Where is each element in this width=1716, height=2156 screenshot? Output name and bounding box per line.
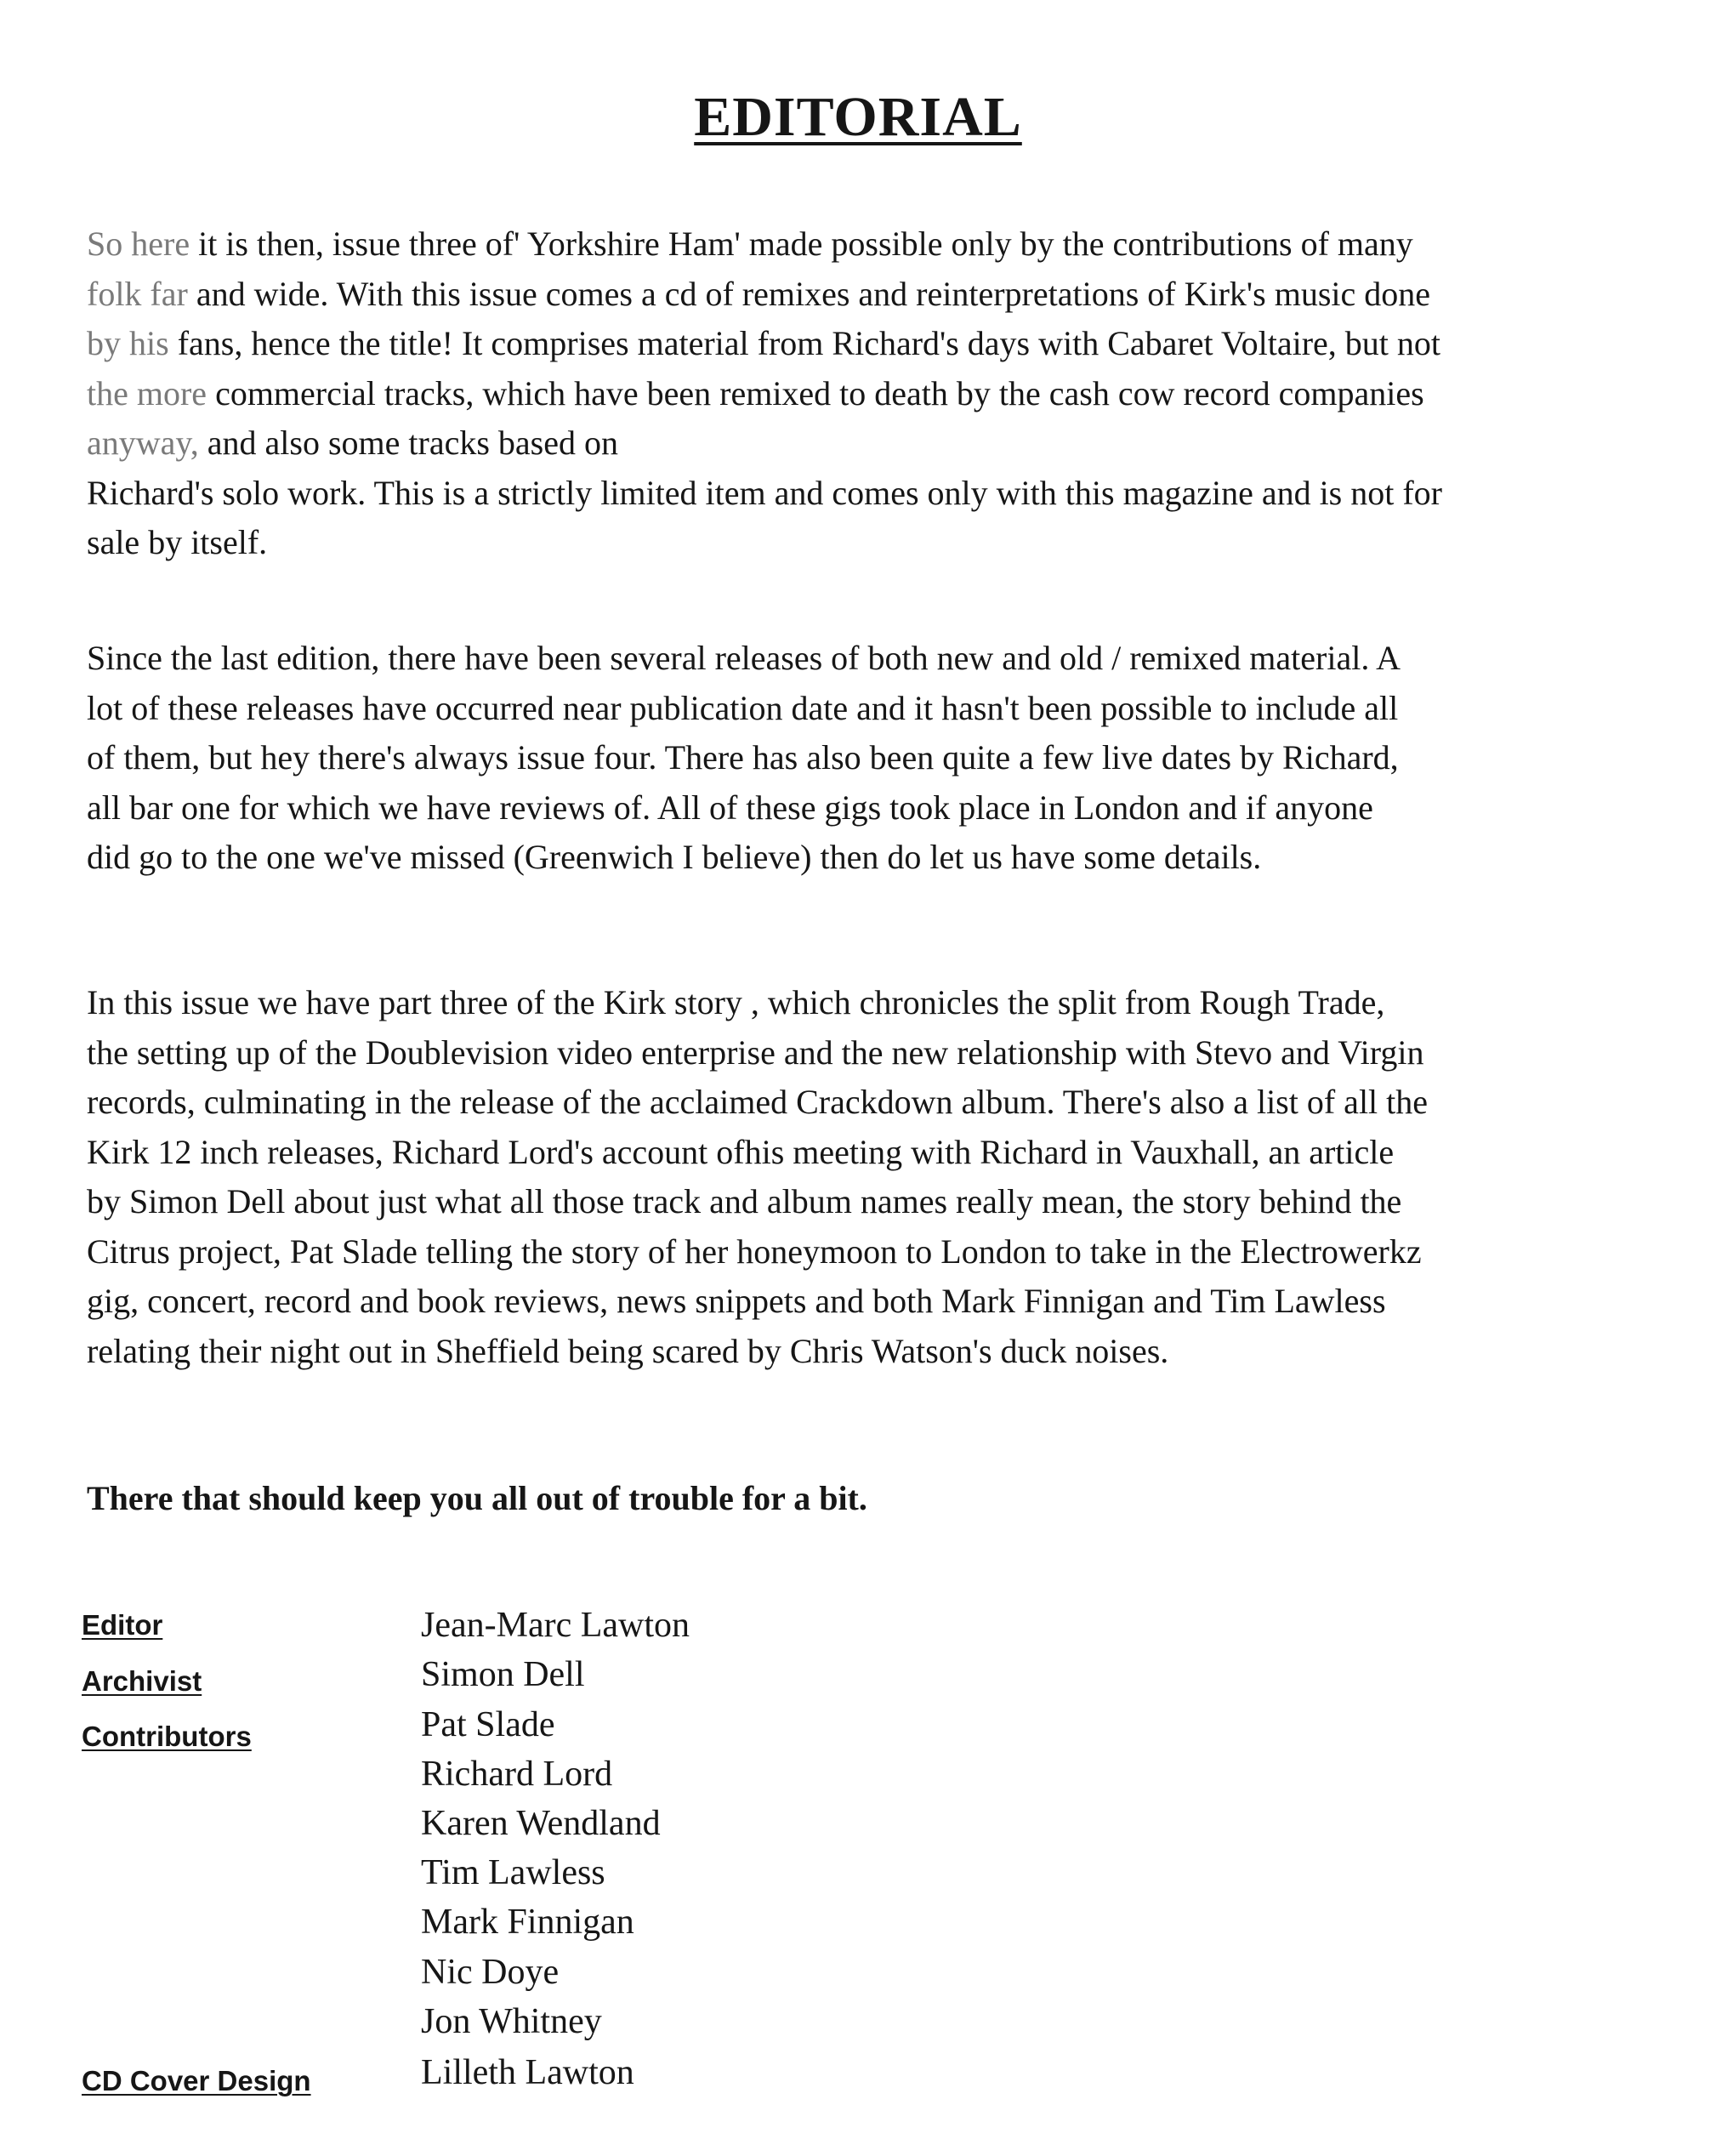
paragraph-line: of them, but hey there's always issue four. There has also been quite a few live dates by Richard, (87, 738, 1399, 777)
paragraph-line (87, 469, 1677, 519)
archivist-label: Archivist (82, 1665, 202, 1697)
editor-label: Editor (82, 1609, 163, 1641)
intro-paragraph (87, 219, 1677, 568)
line-text: and wide. With this issue comes a cd of remixes and reinterpretations of Kirk's music done (187, 274, 1430, 313)
credit-name: Karen Wendland (421, 1804, 661, 1843)
paragraph-line (87, 369, 1677, 419)
paragraph-line (87, 270, 1677, 320)
paragraph-line: records, culminating in the release of the acclaimed Crackdown album. There's also a list of all the (87, 1083, 1429, 1121)
paragraph-line: lot of these releases have occurred near publication date and it hasn't been possible to include all (87, 688, 1399, 727)
paragraph-line: by Simon Dell about just what all those track and album names really mean, the story behind the (87, 1182, 1402, 1220)
credit-name: Tim Lawless (421, 1853, 605, 1892)
cd-cover-design-label: CD Cover Design (82, 2065, 311, 2096)
paragraph-line: did go to the one we've missed (Greenwich I believe) then do let us have some details. (87, 838, 1262, 876)
paragraph-line: the setting up of the Doublevision video enterprise and the new relationship with Stevo and Virgin (87, 1032, 1424, 1072)
credit-name: Lilleth Lawton (421, 2053, 634, 2092)
line-text: it is then, issue three of' Yorkshire Ham' made possible only by the contributions of many (190, 225, 1413, 263)
faded-text: So here (87, 225, 190, 263)
paragraph-line: Since the last edition, there have been several releases of both new and old / remixed material. A (87, 639, 1401, 677)
credit-name: Nic Doye (421, 1953, 560, 1992)
faded-text: by his (87, 324, 169, 362)
faded-text: anyway, (87, 424, 199, 462)
contents-paragraph (87, 978, 1677, 1376)
closing-line: There that should keep you all out of trouble for a bit. (87, 1479, 867, 1517)
paragraph-line: In this issue we have part three of the Kirk story , which chronicles the split from Rough Trade, (87, 983, 1385, 1021)
paragraph-line (87, 418, 1677, 469)
credit-name: Simon Dell (421, 1655, 585, 1694)
credit-name: Pat Slade (421, 1705, 555, 1744)
paragraph-line: relating their night out in Sheffield being scared by Chris Watson's duck noises. (87, 1331, 1169, 1370)
line-text: commercial tracks, which have been remixed to death by the cash cow record companies (207, 373, 1424, 412)
paragraph-line: Citrus project, Pat Slade telling the story of her honeymoon to London to take in the Electrowerkz (87, 1232, 1422, 1271)
line-text: fans, hence the title! It comprises material from Richard's days with Cabaret Voltaire, but not (168, 324, 1440, 362)
page-title: EDITORIAL (694, 86, 1022, 148)
paragraph-line (87, 219, 1677, 270)
contributors-label: Contributors (82, 1721, 252, 1752)
releases-paragraph (87, 634, 1677, 883)
line-text: and also some tracks based on (198, 424, 618, 462)
faded-text: the more (87, 373, 207, 412)
faded-text: folk far (87, 274, 188, 313)
credit-name: Mark Finnigan (421, 1903, 634, 1942)
credit-name: Jean-Marc Lawton (421, 1606, 690, 1645)
paragraph-line (87, 319, 1677, 369)
credit-name: Jon Whitney (421, 2002, 602, 2041)
paragraph-line: Kirk 12 inch releases, Richard Lord's account ofhis meeting with Richard in Vauxhall, an article (87, 1132, 1395, 1171)
line-text: Richard's solo work. This is a strictly limited item and comes only with this magazine and is not for (87, 473, 1443, 512)
credit-name: Richard Lord (421, 1755, 613, 1794)
paragraph-line: gig, concert, record and book reviews, news snippets and both Mark Finnigan and Tim Lawless (87, 1282, 1386, 1320)
paragraph-line (87, 518, 1677, 568)
paragraph-line: all bar one for which we have reviews of. All of these gigs took place in London and if anyone (87, 788, 1373, 827)
line-text: sale by itself. (87, 523, 268, 561)
